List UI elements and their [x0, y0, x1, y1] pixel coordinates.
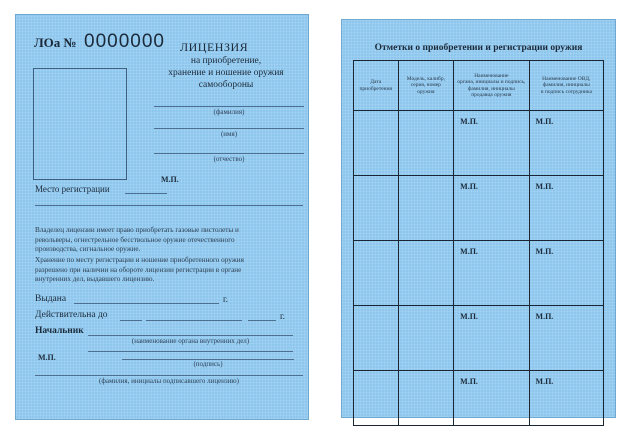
license-title: ЛИЦЕНЗИЯ	[180, 40, 249, 54]
rights-paragraph: Владелец лицензии имеет право приобретать газовые пистолеты и револьверы, огнестрельное бесствольное оружие отечественного производства, сигнальное оружие.	[35, 226, 239, 254]
table-row	[354, 241, 604, 306]
subtitle-line-2: хранение и ношение оружия	[168, 68, 284, 78]
stamp-mark: М.П.	[529, 306, 603, 371]
signer-line	[35, 375, 303, 376]
table-cell	[398, 371, 454, 426]
issued-line	[74, 303, 219, 304]
column-header-police: Наименование ОВД, фамилия, инициалы и подпись сотрудника	[529, 61, 603, 111]
table-cell	[398, 306, 454, 371]
stamp-mark: М.П.	[529, 371, 603, 426]
subtitle-line-1: на приобретение,	[190, 56, 262, 66]
series-label: ЛОа №	[34, 35, 77, 50]
table-row	[354, 176, 604, 241]
organ-line-2	[88, 351, 293, 352]
valid-year-line	[248, 320, 276, 321]
signer-caption: (фамилия, инициалы подписавшего лицензию)	[98, 377, 239, 385]
license-number: 0000000	[84, 31, 165, 52]
stamp-place-mark: М.П.	[161, 175, 179, 184]
subtitle-line-3: самообороны	[198, 80, 254, 90]
license-front-page	[15, 14, 309, 420]
stamp-mark: М.П.	[454, 176, 529, 241]
chief-label: Начальник	[35, 326, 84, 336]
table-cell	[354, 371, 399, 426]
valid-year-suffix: г.	[280, 311, 285, 321]
valid-day-line	[120, 320, 142, 321]
stamp-mark: М.П.	[529, 176, 603, 241]
table-cell	[354, 111, 399, 176]
organ-caption: (наименование органа внутренних дел)	[131, 337, 250, 345]
table-cell	[354, 241, 399, 306]
photo-box	[33, 68, 127, 180]
registration-line-1	[125, 193, 167, 194]
table-cell	[398, 111, 454, 176]
name-line	[154, 128, 304, 129]
table-row	[354, 306, 604, 371]
valid-month-line	[146, 320, 242, 321]
table-cell	[398, 176, 454, 241]
table-cell	[354, 176, 399, 241]
patronymic-caption: (отчество)	[213, 155, 245, 163]
column-header-model: Модель, калибр, серия, номер оружия	[398, 61, 454, 111]
registration-line-2	[35, 205, 303, 206]
signature-stamp-mark: М.П.	[38, 353, 56, 362]
marks-header-row	[354, 61, 604, 111]
registration-label: Место регистрации	[35, 184, 110, 194]
chief-line	[88, 335, 293, 336]
marks-title: Отметки о приобретении и регистрации оружия	[374, 43, 583, 53]
surname-line	[154, 106, 304, 107]
name-caption: (имя)	[220, 130, 238, 138]
stamp-mark: М.П.	[454, 371, 529, 426]
stamp-mark: М.П.	[529, 241, 603, 306]
stamp-mark: М.П.	[454, 111, 529, 176]
column-header-seller: Наименование органа, инициалы и подпись, фамилия, инициалы продавца оружия	[454, 61, 529, 111]
table-row	[354, 111, 604, 176]
storage-paragraph: Хранение по месту регистрации и ношение приобретенного оружия разрешено при наличии на обороте лицензии регистрации в органе внутренних дел, выдавшего лицензию.	[35, 256, 244, 284]
table-row	[354, 371, 604, 426]
patronymic-line	[154, 153, 304, 154]
surname-caption: (фамилия)	[213, 108, 245, 116]
table-cell	[398, 241, 454, 306]
stamp-mark: М.П.	[454, 306, 529, 371]
table-cell	[354, 306, 399, 371]
marks-table	[353, 60, 604, 426]
registration-marks-page	[341, 19, 616, 418]
signature-caption: (подпись)	[193, 360, 223, 368]
issued-year-suffix: г.	[223, 294, 228, 304]
issued-label: Выдана	[35, 294, 67, 304]
stamp-mark: М.П.	[529, 111, 603, 176]
column-header-date: Дата приобретения	[354, 61, 399, 111]
stamp-mark: М.П.	[454, 241, 529, 306]
valid-until-label: Действительна до	[35, 310, 108, 320]
